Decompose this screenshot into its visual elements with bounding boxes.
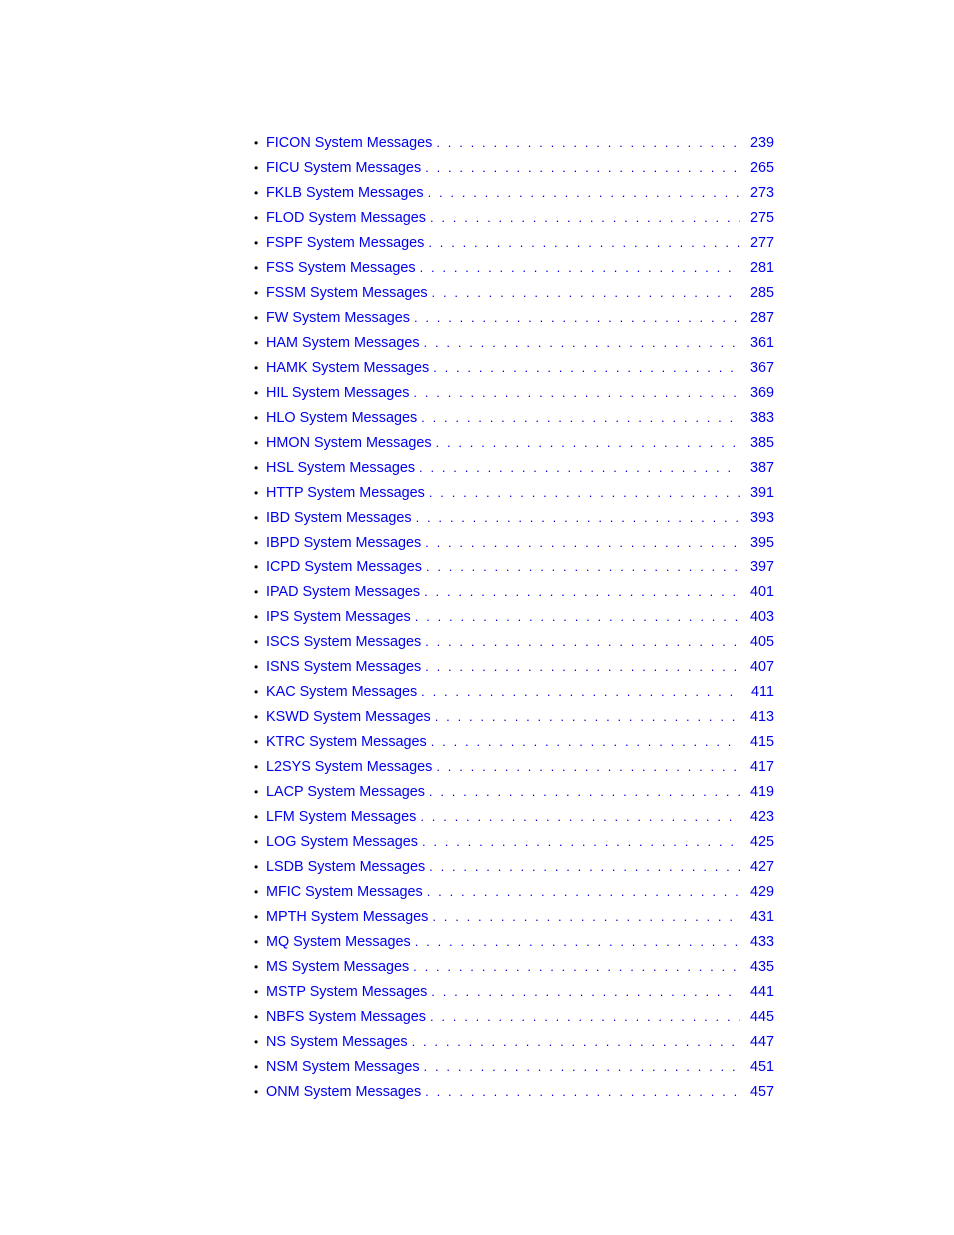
dot-leader [432,281,740,306]
toc-title: FLOD System Messages [266,206,430,231]
toc-link[interactable] [266,805,774,830]
bullet-icon: • [254,610,259,625]
dot-leader [413,955,740,980]
toc-link[interactable] [266,356,774,381]
bullet-icon: • [254,735,259,750]
toc-page-number: 433 [740,930,774,955]
toc-link[interactable] [266,531,774,556]
bullet-icon: • [254,410,259,425]
dot-leader [431,980,740,1005]
toc-page-number: 411 [740,680,774,705]
dot-leader [422,830,740,855]
toc-item [254,331,774,356]
toc-link[interactable] [266,181,774,206]
toc-page-number: 457 [740,1080,774,1105]
bullet-icon: • [254,860,259,875]
bullet-icon: • [254,160,259,175]
dot-leader [430,1005,740,1030]
toc-page-number: 423 [740,805,774,830]
dot-leader [413,381,740,406]
toc-item [254,655,774,680]
toc-item [254,955,774,980]
toc-page-number: 281 [740,256,774,281]
dot-leader [414,306,740,331]
bullet-icon: • [254,910,259,925]
toc-page-number: 287 [740,306,774,331]
toc-link[interactable] [266,406,774,431]
toc-title: IPS System Messages [266,605,415,630]
dot-leader [424,1055,740,1080]
dot-leader [424,331,740,356]
bullet-icon: • [254,535,259,550]
toc-page-number: 239 [740,131,774,156]
bullet-icon: • [254,485,259,500]
toc-link[interactable] [266,680,774,705]
toc-title: KTRC System Messages [266,730,431,755]
toc-item [254,1055,774,1080]
toc-item [254,431,774,456]
bullet-icon: • [254,335,259,350]
toc-link[interactable] [266,506,774,531]
toc-title: MQ System Messages [266,930,415,955]
bullet-icon: • [254,1059,259,1074]
toc-item [254,456,774,481]
toc-title: ICPD System Messages [266,555,426,580]
dot-leader [415,605,740,630]
toc-item [254,381,774,406]
toc-title: KSWD System Messages [266,705,435,730]
toc-item [254,506,774,531]
toc-title: NS System Messages [266,1030,412,1055]
toc-page-number: 447 [740,1030,774,1055]
toc-item [254,580,774,605]
toc-title: ISCS System Messages [266,630,425,655]
toc-page-number: 427 [740,855,774,880]
toc-link[interactable] [266,1080,774,1105]
toc-link[interactable] [266,930,774,955]
bullet-icon: • [254,635,259,650]
bullet-icon: • [254,210,259,225]
dot-leader [420,805,740,830]
dot-leader [416,506,740,531]
dot-leader [421,680,740,705]
dot-leader [428,231,740,256]
toc-link[interactable] [266,880,774,905]
toc-page-number: 383 [740,406,774,431]
toc-page-number: 275 [740,206,774,231]
toc-item [254,356,774,381]
toc-link[interactable] [266,605,774,630]
dot-leader [429,780,740,805]
toc-page-number: 445 [740,1005,774,1030]
toc-title: FSSM System Messages [266,281,432,306]
toc-page-number: 429 [740,880,774,905]
toc-page-number: 395 [740,531,774,556]
toc-page-number: 361 [740,331,774,356]
toc-page-number: 393 [740,506,774,531]
toc-link[interactable] [266,1030,774,1055]
toc-link[interactable] [266,780,774,805]
bullet-icon: • [254,885,259,900]
dot-leader [435,705,740,730]
toc-item [254,1005,774,1030]
toc-title: LOG System Messages [266,830,422,855]
toc-page-number: 425 [740,830,774,855]
toc-page-number: 387 [740,456,774,481]
toc-item [254,131,774,156]
toc-item [254,805,774,830]
toc-item [254,755,774,780]
bullet-icon: • [254,760,259,775]
toc-title: LSDB System Messages [266,855,429,880]
toc-title: LFM System Messages [266,805,420,830]
toc-item [254,730,774,755]
bullet-icon: • [254,1009,259,1024]
dot-leader [431,730,740,755]
dot-leader [426,555,740,580]
toc-item [254,680,774,705]
bullet-icon: • [254,810,259,825]
toc-title: MPTH System Messages [266,905,432,930]
bullet-icon: • [254,710,259,725]
dot-leader [425,156,740,181]
toc-link[interactable] [266,630,774,655]
toc-title: KAC System Messages [266,680,421,705]
toc-item [254,930,774,955]
toc-link[interactable] [266,456,774,481]
toc-title: ISNS System Messages [266,655,425,680]
bullet-icon: • [254,984,259,999]
toc-title: IPAD System Messages [266,580,424,605]
toc-item [254,256,774,281]
toc-page-number: 285 [740,281,774,306]
dot-leader [425,1080,740,1105]
dot-leader [421,406,740,431]
toc-page-number: 435 [740,955,774,980]
dot-leader [419,456,740,481]
toc-item [254,481,774,506]
toc-title: HLO System Messages [266,406,421,431]
toc-page-number: 273 [740,181,774,206]
toc-page-number: 405 [740,630,774,655]
toc-page-number: 431 [740,905,774,930]
toc-title: HMON System Messages [266,431,436,456]
dot-leader [433,356,740,381]
toc-item [254,830,774,855]
toc-item [254,181,774,206]
toc-title: IBD System Messages [266,506,416,531]
toc-link[interactable] [266,980,774,1005]
toc-title: ONM System Messages [266,1080,425,1105]
toc-link[interactable] [266,955,774,980]
dot-leader [436,755,740,780]
toc-item [254,630,774,655]
toc-title: MFIC System Messages [266,880,427,905]
toc-page-number: 419 [740,780,774,805]
toc-title: L2SYS System Messages [266,755,436,780]
toc-link[interactable] [266,256,774,281]
dot-leader [427,880,740,905]
dot-leader [425,630,740,655]
toc-title: FSS System Messages [266,256,420,281]
toc-title: MSTP System Messages [266,980,431,1005]
toc-page-number: 403 [740,605,774,630]
toc-page-number: 369 [740,381,774,406]
dot-leader [430,206,740,231]
toc-page-number: 367 [740,356,774,381]
toc-title: HSL System Messages [266,456,419,481]
bullet-icon: • [254,1034,259,1049]
toc-item [254,406,774,431]
toc-title: LACP System Messages [266,780,429,805]
toc-page-number: 415 [740,730,774,755]
dot-leader [436,431,740,456]
toc-link[interactable] [266,730,774,755]
dot-leader [432,905,740,930]
toc-title: HTTP System Messages [266,481,429,506]
toc-page-number: 397 [740,555,774,580]
toc-page-number: 451 [740,1055,774,1080]
toc-link[interactable] [266,1005,774,1030]
toc-page-number: 385 [740,431,774,456]
toc-link[interactable] [266,1055,774,1080]
toc-link[interactable] [266,481,774,506]
toc-item [254,1030,774,1055]
toc-title: HAM System Messages [266,331,424,356]
dot-leader [420,256,740,281]
toc-item [254,905,774,930]
bullet-icon: • [254,935,259,949]
toc-link[interactable] [266,830,774,855]
toc-link[interactable] [266,231,774,256]
bullet-icon: • [254,785,259,800]
bullet-icon: • [254,560,259,575]
toc-page-number: 441 [740,980,774,1005]
toc-item [254,306,774,331]
toc-link[interactable] [266,431,774,456]
toc-page-number: 407 [740,655,774,680]
bullet-icon: • [254,510,259,525]
toc-link[interactable] [266,331,774,356]
toc-link[interactable] [266,755,774,780]
toc-title: NBFS System Messages [266,1005,430,1030]
bullet-icon: • [254,435,259,450]
toc-page-number: 277 [740,231,774,256]
dot-leader [412,1030,740,1055]
toc-link[interactable] [266,855,774,880]
toc-item [254,605,774,630]
bullet-icon: • [254,235,259,250]
bullet-icon: • [254,685,259,700]
bullet-icon: • [254,360,259,375]
toc-link[interactable] [266,580,774,605]
toc-title: MS System Messages [266,955,413,980]
bullet-icon: • [254,260,259,275]
bullet-icon: • [254,660,259,675]
toc-page-number: 413 [740,705,774,730]
toc-item [254,281,774,306]
toc-item [254,780,774,805]
dot-leader [429,855,740,880]
dot-leader [424,580,740,605]
bullet-icon: • [254,1084,259,1099]
dot-leader [436,131,740,156]
bullet-icon: • [254,136,259,150]
toc-title: FW System Messages [266,306,414,331]
toc-title: HIL System Messages [266,381,413,406]
toc-page-number: 391 [740,481,774,506]
dot-leader [429,481,740,506]
toc-title: FSPF System Messages [266,231,428,256]
toc-item [254,855,774,880]
toc-page-number: 265 [740,156,774,181]
toc-item [254,231,774,256]
toc-link[interactable] [266,306,774,331]
toc-link[interactable] [266,555,774,580]
bullet-icon: • [254,310,259,325]
toc-page-number: 417 [740,755,774,780]
bullet-icon: • [254,285,259,300]
toc-link[interactable] [266,281,774,306]
toc-title: HAMK System Messages [266,356,433,381]
dot-leader [428,181,740,206]
toc-title: FICON System Messages [266,131,436,156]
toc-item [254,555,774,580]
toc-link[interactable] [266,705,774,730]
dot-leader [415,930,740,955]
table-of-contents [254,131,774,1105]
toc-item [254,880,774,905]
toc-link[interactable] [266,381,774,406]
toc-item [254,980,774,1005]
bullet-icon: • [254,385,259,400]
toc-title: IBPD System Messages [266,531,425,556]
bullet-icon: • [254,959,259,974]
toc-link[interactable] [266,156,774,181]
toc-item [254,531,774,556]
toc-link[interactable] [266,206,774,231]
bullet-icon: • [254,585,259,600]
bullet-icon: • [254,835,259,850]
bullet-icon: • [254,460,259,475]
toc-link[interactable] [266,655,774,680]
toc-item [254,206,774,231]
toc-link[interactable] [266,905,774,930]
toc-title: FKLB System Messages [266,181,428,206]
dot-leader [425,531,740,556]
toc-page-number: 401 [740,580,774,605]
toc-item [254,156,774,181]
toc-item [254,705,774,730]
bullet-icon: • [254,185,259,200]
toc-title: FICU System Messages [266,156,425,181]
toc-link[interactable] [266,131,774,156]
dot-leader [425,655,740,680]
toc-item [254,1080,774,1105]
toc-title: NSM System Messages [266,1055,424,1080]
